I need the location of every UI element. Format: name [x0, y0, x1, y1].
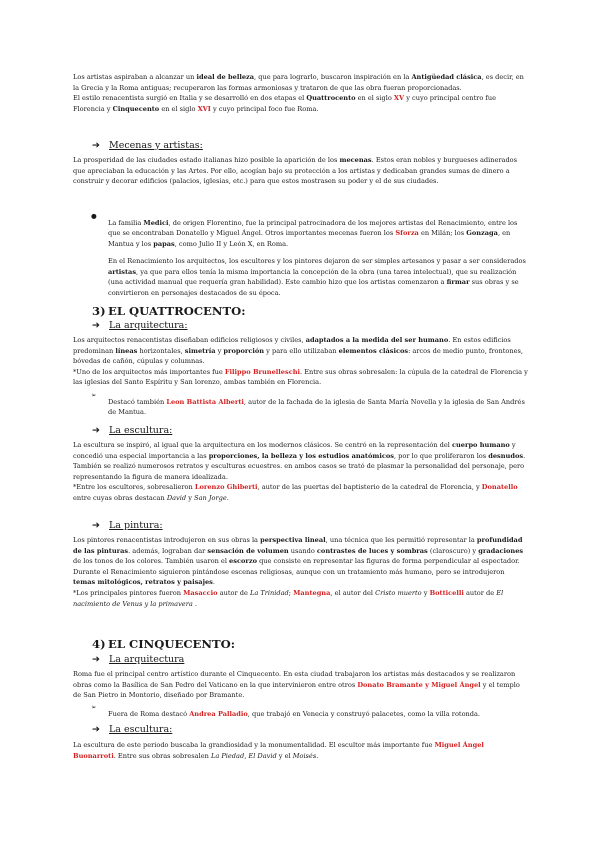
pintura-paragraph: Los pintores renacentistas introdujeron en sus obras la perspectiva lineal, una técnica que les permitió representar la profundidad de las pinturas. además, lograban dar sensación de volumen usando contrastes de luces y sombras (claroscuro) y gradaciones de los tonos de los colores. También usaron el escorzo que consiste en representar las figuras de forma perpendicular al espectador. Durante el Renacimiento siguieron pintándose escenas religiosas, aunque con un tratamiento más humano, pero se introdujeron temas mitológicos, retratos y paisajes. *Los principales pintores fueron Masaccio autor de La Trinidad; Mantegna, el autor del Cristo muerto y Botticelli autor de El nacimiento de Venus y la primavera . — [73, 536, 524, 608]
arquitectura-c-paragraph: Roma fue el principal centro artístico durante el Cinquecento. En esta ciudad trabajaron los artistas más destacados y se realizaron obras como la Basílica de San Pedro del Vaticano en la que intervinieron entre otros Donato Bramante y Miguel Ángel y el templo de San Pietro in Montorio, diseñado por Bramante. — [73, 670, 520, 700]
heading-quattrocento: 3) EL QUATTROCENTO: — [92, 304, 246, 318]
arrow-icon: ➔ — [92, 654, 100, 665]
arrow-icon: ➔ — [92, 425, 100, 436]
mecenas-bullet: ● La familia Medici, de origen Florentino, fue la principal patrocinadora de los mejores artistas del Renacimiento, entre los que se encontraban Donatello y Miguel Ángel. Otros importantes mecenas fueron los Sforza en Milán; los Gonzaga, en Mantua y los papas, como Julio II y León X, en Roma. En el Renacimiento los arquitectos, los escultores y los pintores dejaron de ser simples artesanos y pasar a ser considerados artistas, ya que para ellos tenía la misma importancia la concepción de la obra (una tarea intelectual), que su realización (una actividad manual que requería gran habilidad). Este cambio hizo que los artistas comenzaron a firmar sus obras y se convirtieron en personajes destacados de su época. — [91, 212, 526, 297]
mecenas-paragraph: La prosperidad de las ciudades estado italianas hizo posible la aparición de los mecenas. Estos eran nobles y burgueses adinerados que apreciaban la educación y las Artes. Por ello, acogían bajo su protección a los artistas y dedicaban grandes sumas de dinero a construir y decorar edificios (palacios, iglesias, etc.) para que estos mostrasen su poder y el de sus ciudades. — [73, 156, 518, 186]
heading-cinquecento: 4) EL CINQUECENTO: — [92, 637, 235, 651]
arrow-icon: ➔ — [92, 140, 100, 151]
alberti-item: ➢ Destacó también Leon Battista Alberti, autor de la fachada de la iglesia de Santa María Novella y la iglesia de San Andrés de Mantua. — [91, 391, 525, 417]
escultura-c-paragraph: La escultura de este periodo buscaba la grandiosidad y la monumentalidad. El escultor más importante fue Miguel Ángel Buonarroti. Entre sus obras sobresalen La Piedad, El David y el Moisés. — [73, 741, 484, 760]
arquitectura-q-paragraph: Los arquitectos renacentistas diseñaban edificios religiosos y civiles, adaptados a la medida del ser humano. En estos edificios predominan líneas horizontales, simetría y proporción y para ello utilizaban elementos clásicos: arcos de medio punto, frontones, bóvedas de cañón, cúpulas y columnas. *Uno de los arquitectos más importantes fue Filippo Brunelleschi. Entre sus obras sobresalen: la cúpula de la catedral de Florencia y las iglesias del Santo Espíritu y San lorenzo, ambas también en Florencia. — [73, 336, 528, 387]
arrowhead-icon: ➢ — [91, 391, 97, 399]
bullet-icon: ● — [91, 212, 97, 220]
intro-paragraph: Los artistas aspiraban a alcanzar un ideal de belleza, que para lograrlo, buscaron inspiración en la Antigüedad clásica, es decir, en la Grecia y la Roma antiguas; recuperaron las formas armoniosas y trataron de que las obra fueran proporcionadas. El estilo renacentista surgió en Italia y se desarrolló en dos etapas el Quattrocento en el siglo XV y cuyo principal centro fue Florencia y Cinquecento en el siglo XVI y cuyo principal foco fue Roma. — [73, 73, 524, 113]
arrow-icon: ➔ — [92, 320, 100, 331]
subheading-arquitectura-q: ➔ La arquitectura: — [92, 320, 188, 331]
arrow-icon: ➔ — [92, 520, 100, 531]
subheading-escultura-c: ➔ La escultura: — [92, 724, 173, 735]
subheading-arquitectura-c: ➔ La arquitectura — [92, 654, 185, 665]
subheading-pintura: ➔ La pintura: — [92, 520, 163, 531]
palladio-item: ➢ Fuera de Roma destacó Andrea Palladio, que trabajó en Venecia y construyó palacetes, como la villa rotonda. — [91, 703, 481, 718]
arrow-icon: ➔ — [92, 724, 100, 735]
subheading-escultura-q: ➔ La escultura: — [92, 425, 173, 436]
escultura-q-paragraph: La escultura se inspiró, al igual que la arquitectura en los modernos clásicos. Se centró en la representación del cuerpo humano y concedió una especial importancia a las proporciones, la belleza y los estudios anatómicos, por lo que proliferaron los desnudos. También se realizó numerosos retratos y esculturas ecuestres. en ambos casos se trató de plasmar la personalidad del personaje, pero representando la figura de manera idealizada. *Entre los escultores, sobresalieron Lorenzo Ghiberti, autor de las puertas del baptisterio de la catedral de Florencia, y Donatello entre cuyas obras destacan David y San Jorge. — [73, 441, 526, 502]
subheading-mecenas: ➔ Mecenas y artistas: — [92, 140, 203, 151]
arrowhead-icon: ➢ — [91, 703, 97, 711]
